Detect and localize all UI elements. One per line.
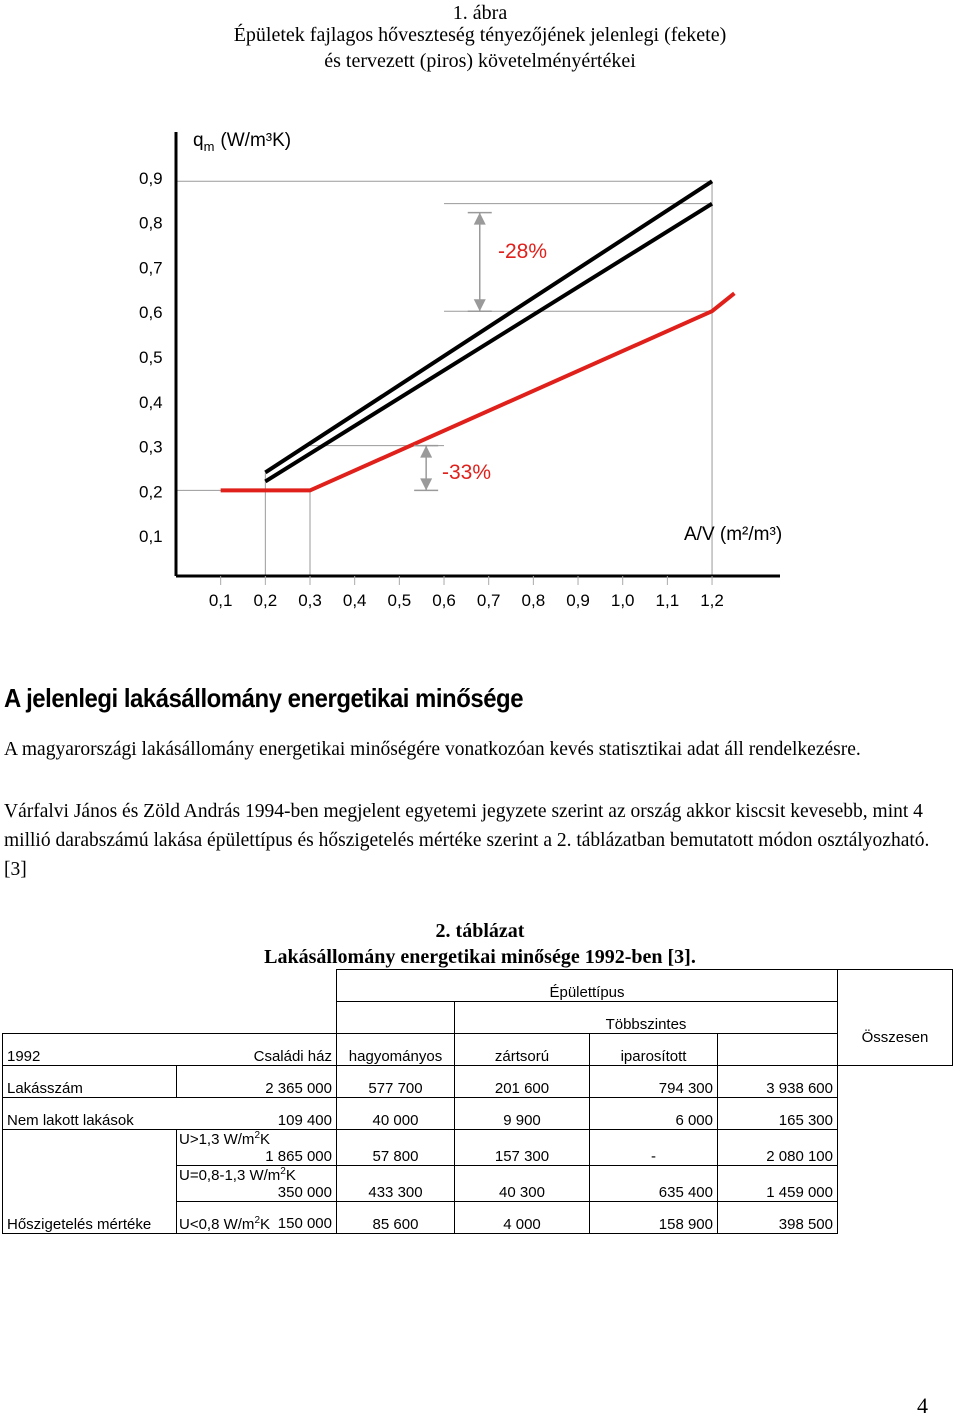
axes	[176, 132, 783, 576]
reference-lines	[176, 181, 712, 576]
x-tick-label: 0,8	[521, 591, 546, 610]
header-multistory: Többszintes	[455, 1002, 838, 1034]
header-industrialized: iparosított	[590, 1034, 718, 1066]
header-total: Összesen	[838, 970, 953, 1066]
annotation-minus-28: -28%	[498, 240, 548, 263]
y-tick-label: 0,9	[139, 168, 163, 188]
y-axis-label: $q_m$ (W/m³K)	[193, 130, 292, 154]
x-tick-label: 0,1	[208, 591, 233, 610]
table-header-row-3	[3, 1034, 953, 1066]
section-title: A jelenlegi lakásállomány energetikai minősége	[4, 683, 524, 713]
insulation-category: U>1,3 $W/m^2K$ 1 865 000	[177, 1130, 337, 1166]
page-number: 4	[917, 1393, 928, 1418]
header-traditional: hagyományos	[337, 1034, 455, 1066]
table-number: 2. táblázat	[435, 920, 525, 942]
x-tick-label: 1,0	[610, 591, 635, 610]
figure-number: 1. ábra	[452, 2, 508, 24]
y-tick-label: 0,4	[139, 392, 163, 412]
table-header-row-2	[3, 1002, 953, 1034]
arrow-minus-33	[414, 446, 438, 491]
header-year: 1992	[3, 1034, 177, 1066]
y-tick-label: 0,5	[139, 348, 163, 367]
y-tick-label: 0,7	[139, 258, 163, 278]
insulation-category: U<0,8 $W/m^2K$ 150 000	[177, 1202, 337, 1234]
x-tick-label: 1,2	[700, 591, 724, 610]
arrow-head	[420, 478, 432, 490]
table-title: Lakásállomány energetikai minősége 1992-ben [3].	[264, 946, 696, 968]
table-row: Lakásszám 2 365 000 577 700 201 600 794 300 3 938 600	[3, 1066, 953, 1098]
series	[221, 181, 735, 490]
y-tick-label: 0,8	[139, 213, 163, 233]
arrow-minus-28	[468, 213, 492, 312]
header-terraced: zártsorú	[455, 1034, 590, 1066]
annotation-minus-33: -33%	[442, 461, 492, 484]
x-tick-label: 0,3	[298, 591, 322, 610]
arrow-head	[420, 446, 432, 458]
paragraph-1: A magyarországi lakásállomány energetikai minőségére vonatkozóan kevés statisztikai adat áll rendelkezésre.	[4, 739, 861, 760]
y-tick-label: 0,3	[139, 437, 163, 457]
x-tick-label: 0,5	[387, 591, 412, 610]
table-row: Hőszigetelés mértéke U>1,3 $W/m^2K$ 1 865 000 57 800 157 300 - 2 080 100	[3, 1130, 953, 1166]
arrow-head	[474, 299, 486, 311]
insulation-label: Hőszigetelés mértéke	[3, 1130, 177, 1234]
series-line-1	[265, 181, 712, 472]
x-axis-label: A/V (m²/m³)	[684, 524, 783, 545]
table-header-row-1	[3, 970, 953, 1002]
paragraph-2: Várfalvi János és Zöld András 1994-ben megjelent egyetemi jegyzete szerint az ország akkor kiscsit kevesebb, mint 4 millió darabszámú lakása épülettípus és hőszigetelés mértéke szerint a 2. táblázatban bemutatott módon osztályozható. [3]	[4, 801, 930, 880]
table-row: U=0,8-1,3 $W/m^2K$ 350 000 433 300 40 300 635 400 1 459 000	[3, 1166, 953, 1202]
figure-title-line1: Épületek fajlagos hőveszteség tényezőjének jelenlegi (fekete)	[233, 24, 727, 46]
requirement-chart	[0, 120, 960, 620]
table-row: U<0,8 $W/m^2K$ 150 000 85 600 4 000 158 900 398 500	[3, 1202, 953, 1234]
insulation-category: U=0,8-1,3 $W/m^2K$ 350 000	[177, 1166, 337, 1202]
x-tick-labels	[209, 576, 724, 610]
y-tick-labels	[139, 169, 163, 546]
y-tick-label: 0,1	[139, 527, 163, 547]
figure-title-line2: és tervezett (piros) követelményértékei	[324, 50, 636, 72]
x-tick-label: 1,1	[655, 591, 680, 610]
x-tick-label: 0,7	[476, 591, 501, 610]
x-tick-label: 0,9	[566, 591, 590, 610]
x-tick-label: 0,2	[253, 591, 278, 610]
y-tick-label: 0,2	[139, 482, 163, 502]
arrow-head	[474, 213, 486, 225]
y-tick-label: 0,6	[139, 303, 163, 323]
housing-stock-table	[2, 969, 953, 1234]
x-tick-label: 0,6	[432, 591, 456, 610]
x-tick-label: 0,4	[342, 591, 367, 610]
header-building-type: Épülettípus	[337, 970, 838, 1002]
header-family-house: Családi ház	[177, 1034, 337, 1066]
table-row: Nem lakott lakások 109 400 40 000 9 900 6 000 165 300	[3, 1098, 953, 1130]
